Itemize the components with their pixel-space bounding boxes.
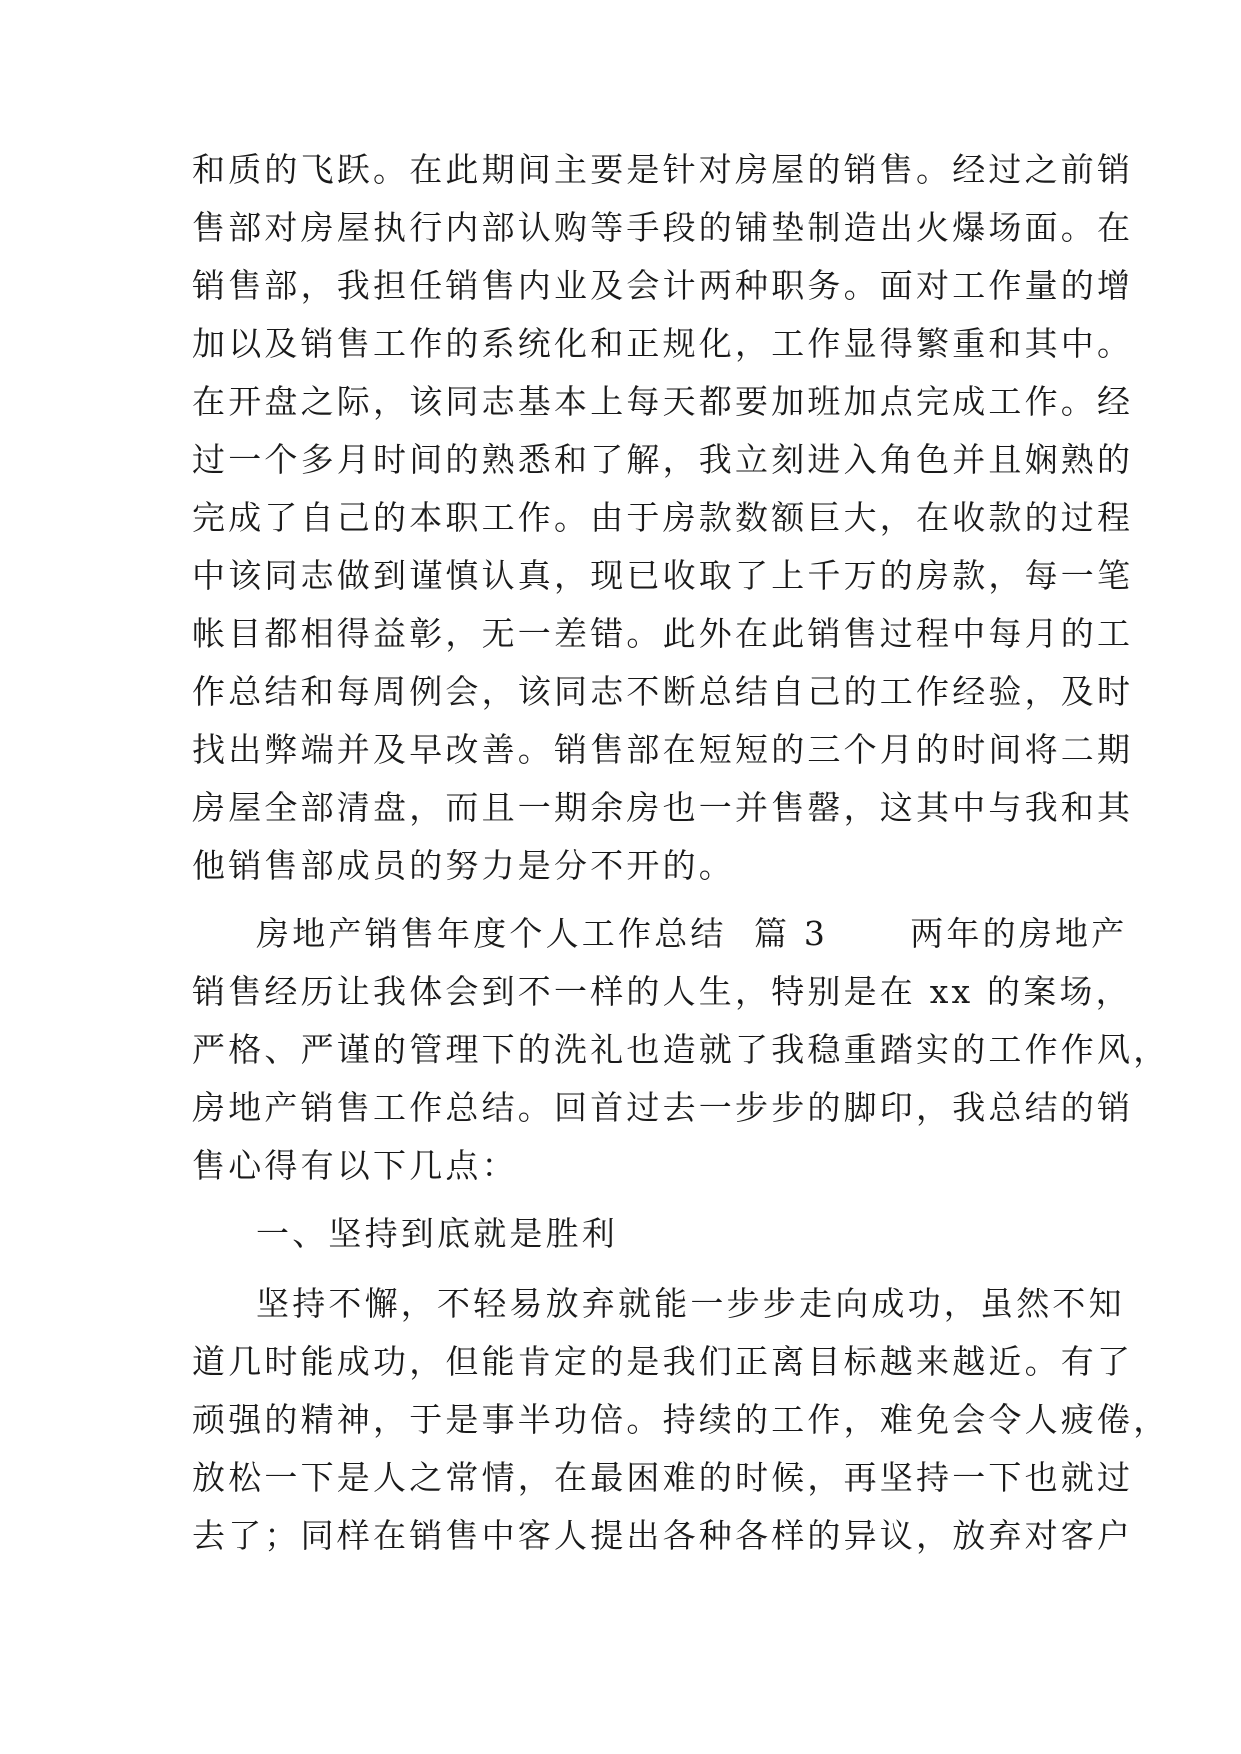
text-line: 加以及销售工作的系统化和正规化，工作显得繁重和其中。 <box>192 324 1134 363</box>
text-line: 房地产销售工作总结。回首过去一步步的脚印，我总结的销 <box>192 1088 1134 1127</box>
text-line: 放松一下是人之常情，在最困难的时候，再坚持一下也就过 <box>192 1458 1134 1497</box>
text-line: 销售部，我担任销售内业及会计两种职务。面对工作量的增 <box>192 266 1134 305</box>
text-line: 完成了自己的本职工作。由于房款数额巨大，在收款的过程 <box>192 498 1134 537</box>
text-line: 销售经历让我体会到不一样的人生，特别是在 xx 的案场， <box>192 972 1132 1011</box>
text-line: 坚持不懈，不轻易放弃就能一步步走向成功，虽然不知 <box>256 1284 1125 1323</box>
text-line: 房屋全部清盘，而且一期余房也一并售罄，这其中与我和其 <box>192 788 1134 827</box>
text-line: 他销售部成员的努力是分不开的。 <box>192 846 735 885</box>
text-line: 在开盘之际，该同志基本上每天都要加班加点完成工作。经 <box>192 382 1134 421</box>
text-line: 道几时能成功，但能肯定的是我们正离目标越来越近。有了 <box>192 1342 1134 1381</box>
text-line: 顽强的精神，于是事半功倍。持续的工作，难免会令人疲倦， <box>192 1400 1170 1439</box>
text-line: 严格、严谨的管理下的洗礼也造就了我稳重踏实的工作作风， <box>192 1030 1170 1069</box>
text-line: 找出弊端并及早改善。销售部在短短的三个月的时间将二期 <box>192 730 1134 769</box>
text-line: 和质的飞跃。在此期间主要是针对房屋的销售。经过之前销 <box>192 150 1134 189</box>
section-heading-line: 房地产销售年度个人工作总结 篇 3 两年的房地产 <box>256 914 1128 953</box>
text-line: 去了；同样在销售中客人提出各种各样的异议，放弃对客户 <box>192 1516 1134 1555</box>
text-line: 售部对房屋执行内部认购等手段的铺垫制造出火爆场面。在 <box>192 208 1134 247</box>
text-line: 售心得有以下几点： <box>192 1146 518 1185</box>
text-line: 过一个多月时间的熟悉和了解，我立刻进入角色并且娴熟的 <box>192 440 1134 479</box>
subheading: 一、坚持到底就是胜利 <box>256 1214 618 1253</box>
text-line: 帐目都相得益彰，无一差错。此外在此销售过程中每月的工 <box>192 614 1134 653</box>
text-line: 中该同志做到谨慎认真，现已收取了上千万的房款，每一笔 <box>192 556 1134 595</box>
text-line: 作总结和每周例会，该同志不断总结自己的工作经验，及时 <box>192 672 1134 711</box>
